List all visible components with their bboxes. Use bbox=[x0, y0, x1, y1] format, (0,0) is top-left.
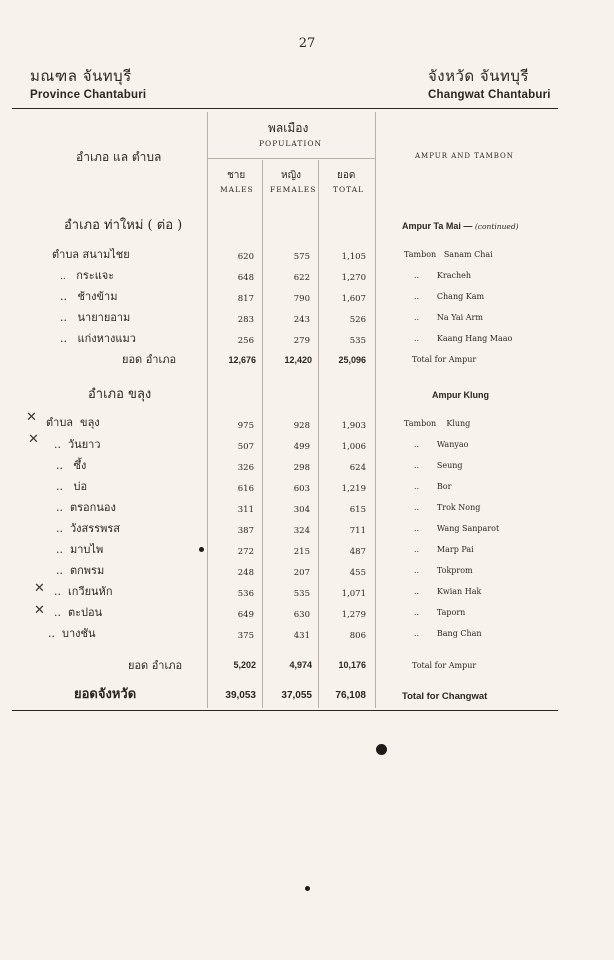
grand-total-latin: Total for Changwat bbox=[402, 691, 488, 702]
column-divider bbox=[262, 160, 263, 708]
tambon-row-latin: Tambon Klung bbox=[404, 419, 471, 428]
females-latin: FEMALES bbox=[270, 185, 317, 194]
females-subtotal: 4,974 bbox=[289, 660, 312, 670]
tambon-row-latin: .. Wanyao bbox=[414, 440, 469, 449]
ink-dot bbox=[199, 547, 204, 552]
ink-dot bbox=[305, 886, 310, 891]
females-value: 298 bbox=[293, 463, 310, 473]
tambon-row-latin: .. Bang Chan bbox=[414, 629, 482, 638]
total-subtotal: 25,096 bbox=[338, 355, 366, 365]
females-value: 535 bbox=[293, 589, 310, 599]
section-title-thai: อำเภอ ท่าใหม่ ( ต่อ ) bbox=[64, 218, 183, 233]
column-divider bbox=[375, 112, 376, 708]
tambon-row-latin: .. Wang Sanparot bbox=[414, 524, 500, 533]
tambon-row-latin: .. Taporn bbox=[414, 608, 466, 617]
total-value: 526 bbox=[349, 315, 366, 325]
males-value: 507 bbox=[237, 442, 254, 452]
males-subtotal: 5,202 bbox=[233, 660, 256, 670]
males-value: 975 bbox=[237, 421, 254, 431]
females-value: 431 bbox=[293, 631, 310, 641]
tambon-row-thai: .. นายายอาม bbox=[60, 311, 131, 324]
margin-mark: ✕ bbox=[28, 432, 39, 447]
section-title-latin: Ampur Klung bbox=[432, 390, 489, 400]
females-subtotal: 12,420 bbox=[284, 355, 312, 365]
total-value: 711 bbox=[349, 526, 366, 536]
total-value: 624 bbox=[349, 463, 366, 473]
total-value: 455 bbox=[349, 568, 366, 578]
column-divider bbox=[207, 112, 208, 708]
tambon-row-latin: .. Na Yai Arm bbox=[414, 313, 483, 322]
females-value: 243 bbox=[293, 315, 310, 325]
tambon-row-latin: .. Kaang Hang Maao bbox=[414, 334, 513, 343]
footer-rule bbox=[12, 710, 558, 711]
tambon-row-thai: .. กระแจะ bbox=[60, 269, 115, 282]
males-value: 648 bbox=[237, 273, 254, 283]
total-value: 1,279 bbox=[341, 610, 366, 620]
tambon-row-latin: .. Seung bbox=[414, 461, 463, 470]
margin-mark: ✕ bbox=[34, 603, 45, 618]
females-value: 790 bbox=[293, 294, 310, 304]
females-value: 622 bbox=[293, 273, 310, 283]
males-value: 326 bbox=[237, 463, 254, 473]
tambon-row-latin: .. Kracheh bbox=[414, 271, 471, 280]
total-value: 1,607 bbox=[341, 294, 366, 304]
males-latin: MALES bbox=[220, 185, 254, 194]
column-header-thai: อำเภอ แล ตำบล bbox=[76, 150, 162, 164]
tambon-row-thai: .. ตะปอน bbox=[54, 606, 103, 619]
tambon-row-thai: .. แก่งหางแมว bbox=[60, 332, 136, 345]
margin-mark: ✕ bbox=[34, 581, 45, 596]
tambon-row-thai: .. เกวียนหัก bbox=[54, 585, 113, 598]
tambon-row-thai: .. ซึ้ง bbox=[56, 459, 87, 472]
males-subtotal: 12,676 bbox=[228, 355, 256, 365]
females-value: 215 bbox=[293, 547, 310, 557]
tambon-row-thai: .. มาบไพ bbox=[56, 543, 104, 556]
tambon-row-thai: .. ตกพรม bbox=[56, 564, 105, 577]
page-number: 27 bbox=[298, 36, 316, 51]
population-latin: POPULATION bbox=[259, 139, 323, 148]
tambon-row-thai: .. วันยาว bbox=[54, 438, 101, 451]
total-value: 1,105 bbox=[341, 252, 366, 262]
males-value: 649 bbox=[237, 610, 254, 620]
total-thai: ยอด bbox=[337, 170, 356, 181]
ampur-subtotal-latin: Total for Ampur bbox=[412, 661, 477, 670]
males-value: 248 bbox=[237, 568, 254, 578]
males-grand-total: 39,053 bbox=[225, 690, 256, 701]
total-value: 1,071 bbox=[341, 589, 366, 599]
females-thai: หญิง bbox=[281, 170, 301, 181]
males-value: 616 bbox=[237, 484, 254, 494]
column-divider bbox=[318, 160, 319, 708]
total-value: 487 bbox=[349, 547, 366, 557]
total-grand-total: 76,108 bbox=[335, 690, 366, 701]
females-grand-total: 37,055 bbox=[281, 690, 312, 701]
changwat-thai: จังหวัด จันทบุรี bbox=[428, 67, 529, 85]
grand-total-thai: ยอดจังหวัด bbox=[74, 687, 137, 702]
total-value: 1,006 bbox=[341, 442, 366, 452]
males-value: 272 bbox=[237, 547, 254, 557]
total-value: 806 bbox=[349, 631, 366, 641]
females-value: 928 bbox=[293, 421, 310, 431]
tambon-row-latin: .. Marp Pai bbox=[414, 545, 474, 554]
ampur-subtotal-thai: ยอด อำเภอ bbox=[128, 659, 183, 672]
margin-mark: ✕ bbox=[26, 410, 37, 425]
males-value: 375 bbox=[237, 631, 254, 641]
tambon-row-latin: .. Kwian Hak bbox=[414, 587, 482, 596]
males-value: 620 bbox=[237, 252, 254, 262]
tambon-row-latin: .. Chang Kam bbox=[414, 292, 485, 301]
tambon-row-latin: .. Trok Nong bbox=[414, 503, 481, 512]
ink-blot bbox=[376, 744, 387, 755]
tambon-row-thai: ตำบล สนามไชย bbox=[52, 248, 130, 261]
females-value: 499 bbox=[293, 442, 310, 452]
province-latin: Province Chantaburi bbox=[30, 89, 147, 101]
tambon-row-thai: .. บ่อ bbox=[56, 480, 88, 493]
total-subtotal: 10,176 bbox=[338, 660, 366, 670]
males-value: 536 bbox=[237, 589, 254, 599]
males-value: 311 bbox=[237, 505, 254, 515]
section-title-latin: Ampur Ta Mai — (continued) bbox=[402, 221, 519, 231]
males-value: 817 bbox=[237, 294, 254, 304]
total-value: 1,270 bbox=[341, 273, 366, 283]
section-title-thai: อำเภอ ขลุง bbox=[88, 387, 152, 402]
females-value: 324 bbox=[293, 526, 310, 536]
females-value: 304 bbox=[293, 505, 310, 515]
females-value: 575 bbox=[293, 252, 310, 262]
total-latin: TOTAL bbox=[333, 185, 365, 194]
province-thai: มณฑล จันทบุรี bbox=[30, 67, 132, 85]
males-value: 283 bbox=[237, 315, 254, 325]
tambon-row-thai: .. วังสรรพรส bbox=[56, 522, 120, 535]
males-value: 387 bbox=[237, 526, 254, 536]
total-value: 1,219 bbox=[341, 484, 366, 494]
tambon-row-thai: ตำบล ขลุง bbox=[46, 416, 100, 429]
tambon-row-latin: Tambon Sanam Chai bbox=[404, 250, 493, 259]
tambon-row-thai: .. ตรอกนอง bbox=[56, 501, 116, 514]
changwat-latin: Changwat Chantaburi bbox=[428, 89, 551, 101]
tambon-row-thai: .. บางชัน bbox=[48, 627, 96, 640]
total-value: 615 bbox=[349, 505, 366, 515]
population-rule bbox=[207, 158, 375, 159]
females-value: 207 bbox=[293, 568, 310, 578]
tambon-row-thai: .. ช้างข้าม bbox=[60, 290, 118, 303]
population-thai: พลเมือง bbox=[268, 121, 309, 135]
header-rule bbox=[12, 108, 558, 109]
males-thai: ชาย bbox=[227, 170, 246, 181]
females-value: 630 bbox=[293, 610, 310, 620]
tambon-row-latin: .. Bor bbox=[414, 482, 452, 491]
tambon-row-latin: .. Tokprom bbox=[414, 566, 473, 575]
females-value: 603 bbox=[293, 484, 310, 494]
column-header-latin: AMPUR AND TAMBON bbox=[415, 152, 514, 160]
ampur-subtotal-latin: Total for Ampur bbox=[412, 355, 477, 364]
ampur-subtotal-thai: ยอด อำเภอ bbox=[122, 353, 177, 366]
total-value: 535 bbox=[349, 336, 366, 346]
total-value: 1,903 bbox=[341, 421, 366, 431]
females-value: 279 bbox=[293, 336, 310, 346]
males-value: 256 bbox=[237, 336, 254, 346]
